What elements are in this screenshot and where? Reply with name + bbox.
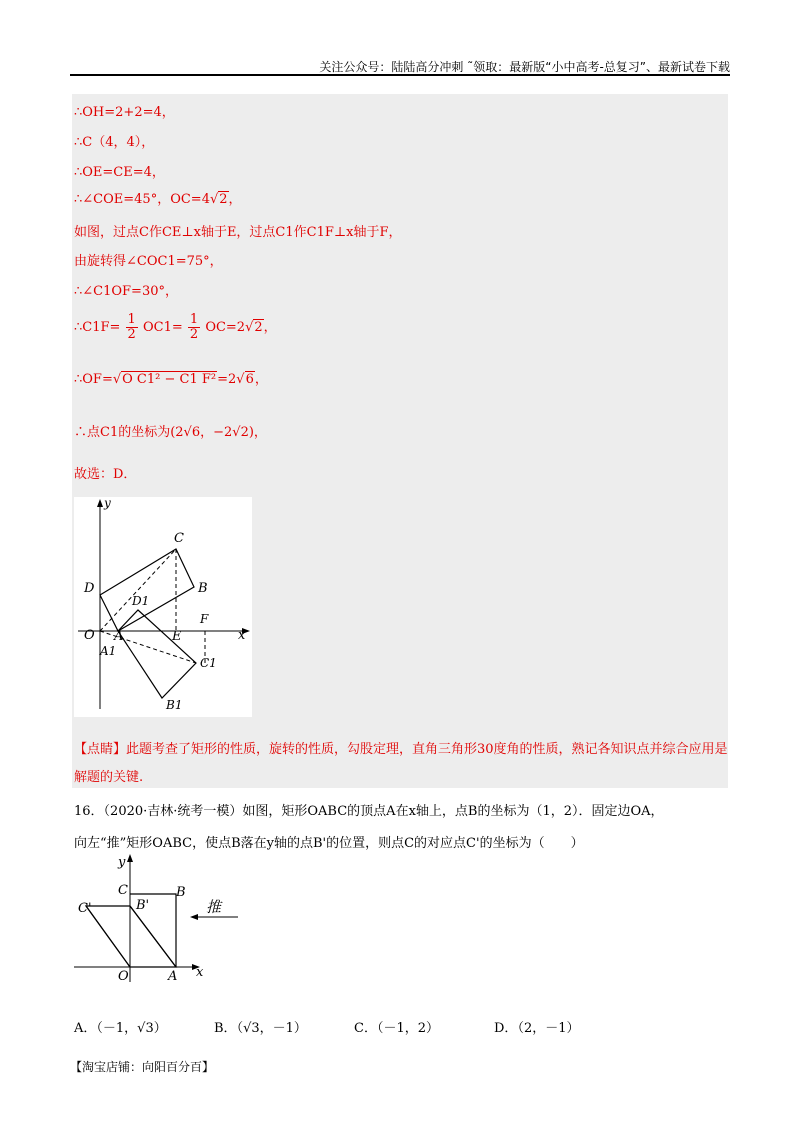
question-16-line-2: 向左“推”矩形OABC，使点B落在y轴的点B'的位置，则点C的对应点C'的坐标为（ ） [74, 836, 584, 851]
fig2-label-b: B [176, 885, 186, 900]
page-footer: 【淘宝店铺：向阳百分百】 [70, 1060, 215, 1074]
figure-push-rectangle [72, 850, 244, 990]
choice-a[interactable]: A．（－1，√3） [74, 1021, 167, 1036]
key-point-note: 【点睛】此题考查了矩形的性质，旋转的性质，勾股定理，直角三角形30度角的性质，熟记各知识点并综合应用是解题的关键. [74, 742, 728, 785]
choice-c[interactable]: C．（－1，2） [354, 1021, 439, 1036]
sqrt-two: 2 [219, 192, 228, 207]
solution-line-9: ∴OF=√O C1² − C1 F²=2√6， [74, 372, 268, 387]
question-16-line-1: 16．（2020·吉林·统考一模）如图，矩形OABC的顶点A在x轴上，点B的坐标为（1，2）．固定边OA， [74, 804, 664, 819]
c1-coordinate: (2√6，−2√2) [170, 425, 254, 440]
fig1-label-f: F [200, 612, 209, 626]
fig2-label-a: A [168, 969, 178, 984]
fig2-label-c: C [118, 883, 128, 898]
fraction-half: $\frac{1}{2}$ [127, 312, 136, 342]
fig2-label-y: y [118, 855, 126, 870]
solution-line-1: ∴OH=2+2=4， [74, 105, 175, 120]
fig1-label-a1: A1 [100, 644, 117, 658]
fig2-label-b-prime: B' [136, 898, 150, 913]
fraction-half-2: $\frac{1}{2}$ [189, 312, 199, 342]
fig1-label-d1: D1 [132, 594, 150, 608]
solution-line-5: 如图，过点C作CE⊥x轴于E，过点C1作C1F⊥x轴于F， [74, 225, 402, 240]
fig1-label-b1: B1 [166, 698, 183, 712]
fig1-label-o: O [84, 628, 95, 643]
fig1-label-x: x [238, 628, 246, 643]
fig1-label-c1: C1 [200, 656, 217, 670]
of-radicand: O C1² − C1 F² [122, 372, 217, 387]
fig1-label-a: A [114, 629, 124, 644]
solution-line-3: ∴OE=CE=4， [74, 165, 165, 180]
figure-rectangle-rotation [74, 497, 252, 717]
answer-choices [74, 1017, 579, 1036]
solution-line-4: ∴∠COE=45°，OC=4√2， [74, 192, 242, 207]
fig1-label-y: y [104, 497, 111, 510]
choice-b[interactable]: B．（√3，－1） [214, 1021, 307, 1036]
header-divider [70, 74, 730, 76]
fig2-label-c-prime: C' [78, 901, 92, 916]
fig1-label-e: E [172, 629, 182, 644]
solution-line-7: ∴∠C1OF=30°， [74, 284, 178, 299]
solution-line-8: ∴C1F= $\frac{1}{2}$ OC1= $\frac{1}{2}$ OC=2√2， [74, 312, 277, 342]
solution-line-10: ∴点C1的坐标为(2√6，−2√2)， [74, 425, 267, 440]
solution-line-2: ∴C（4，4）， [74, 135, 155, 150]
fig1-label-b: B [198, 581, 208, 596]
fig2-label-o: O [118, 969, 129, 984]
choice-d[interactable]: D．（2，－1） [494, 1021, 580, 1036]
fig1-label-c: C [174, 531, 184, 546]
page-header: 关注公众号：陆陆高分冲刺 ˜领取：最新版“小中高考-总复习”、最新试卷下载 [319, 60, 730, 74]
fig2-label-push: 推 [206, 898, 222, 916]
fig2-label-x: x [196, 965, 204, 980]
solution-line-11: 故选：D． [74, 467, 137, 482]
solution-line-6: 由旋转得∠COC1=75°， [74, 254, 223, 269]
fig1-label-d: D [84, 581, 95, 596]
